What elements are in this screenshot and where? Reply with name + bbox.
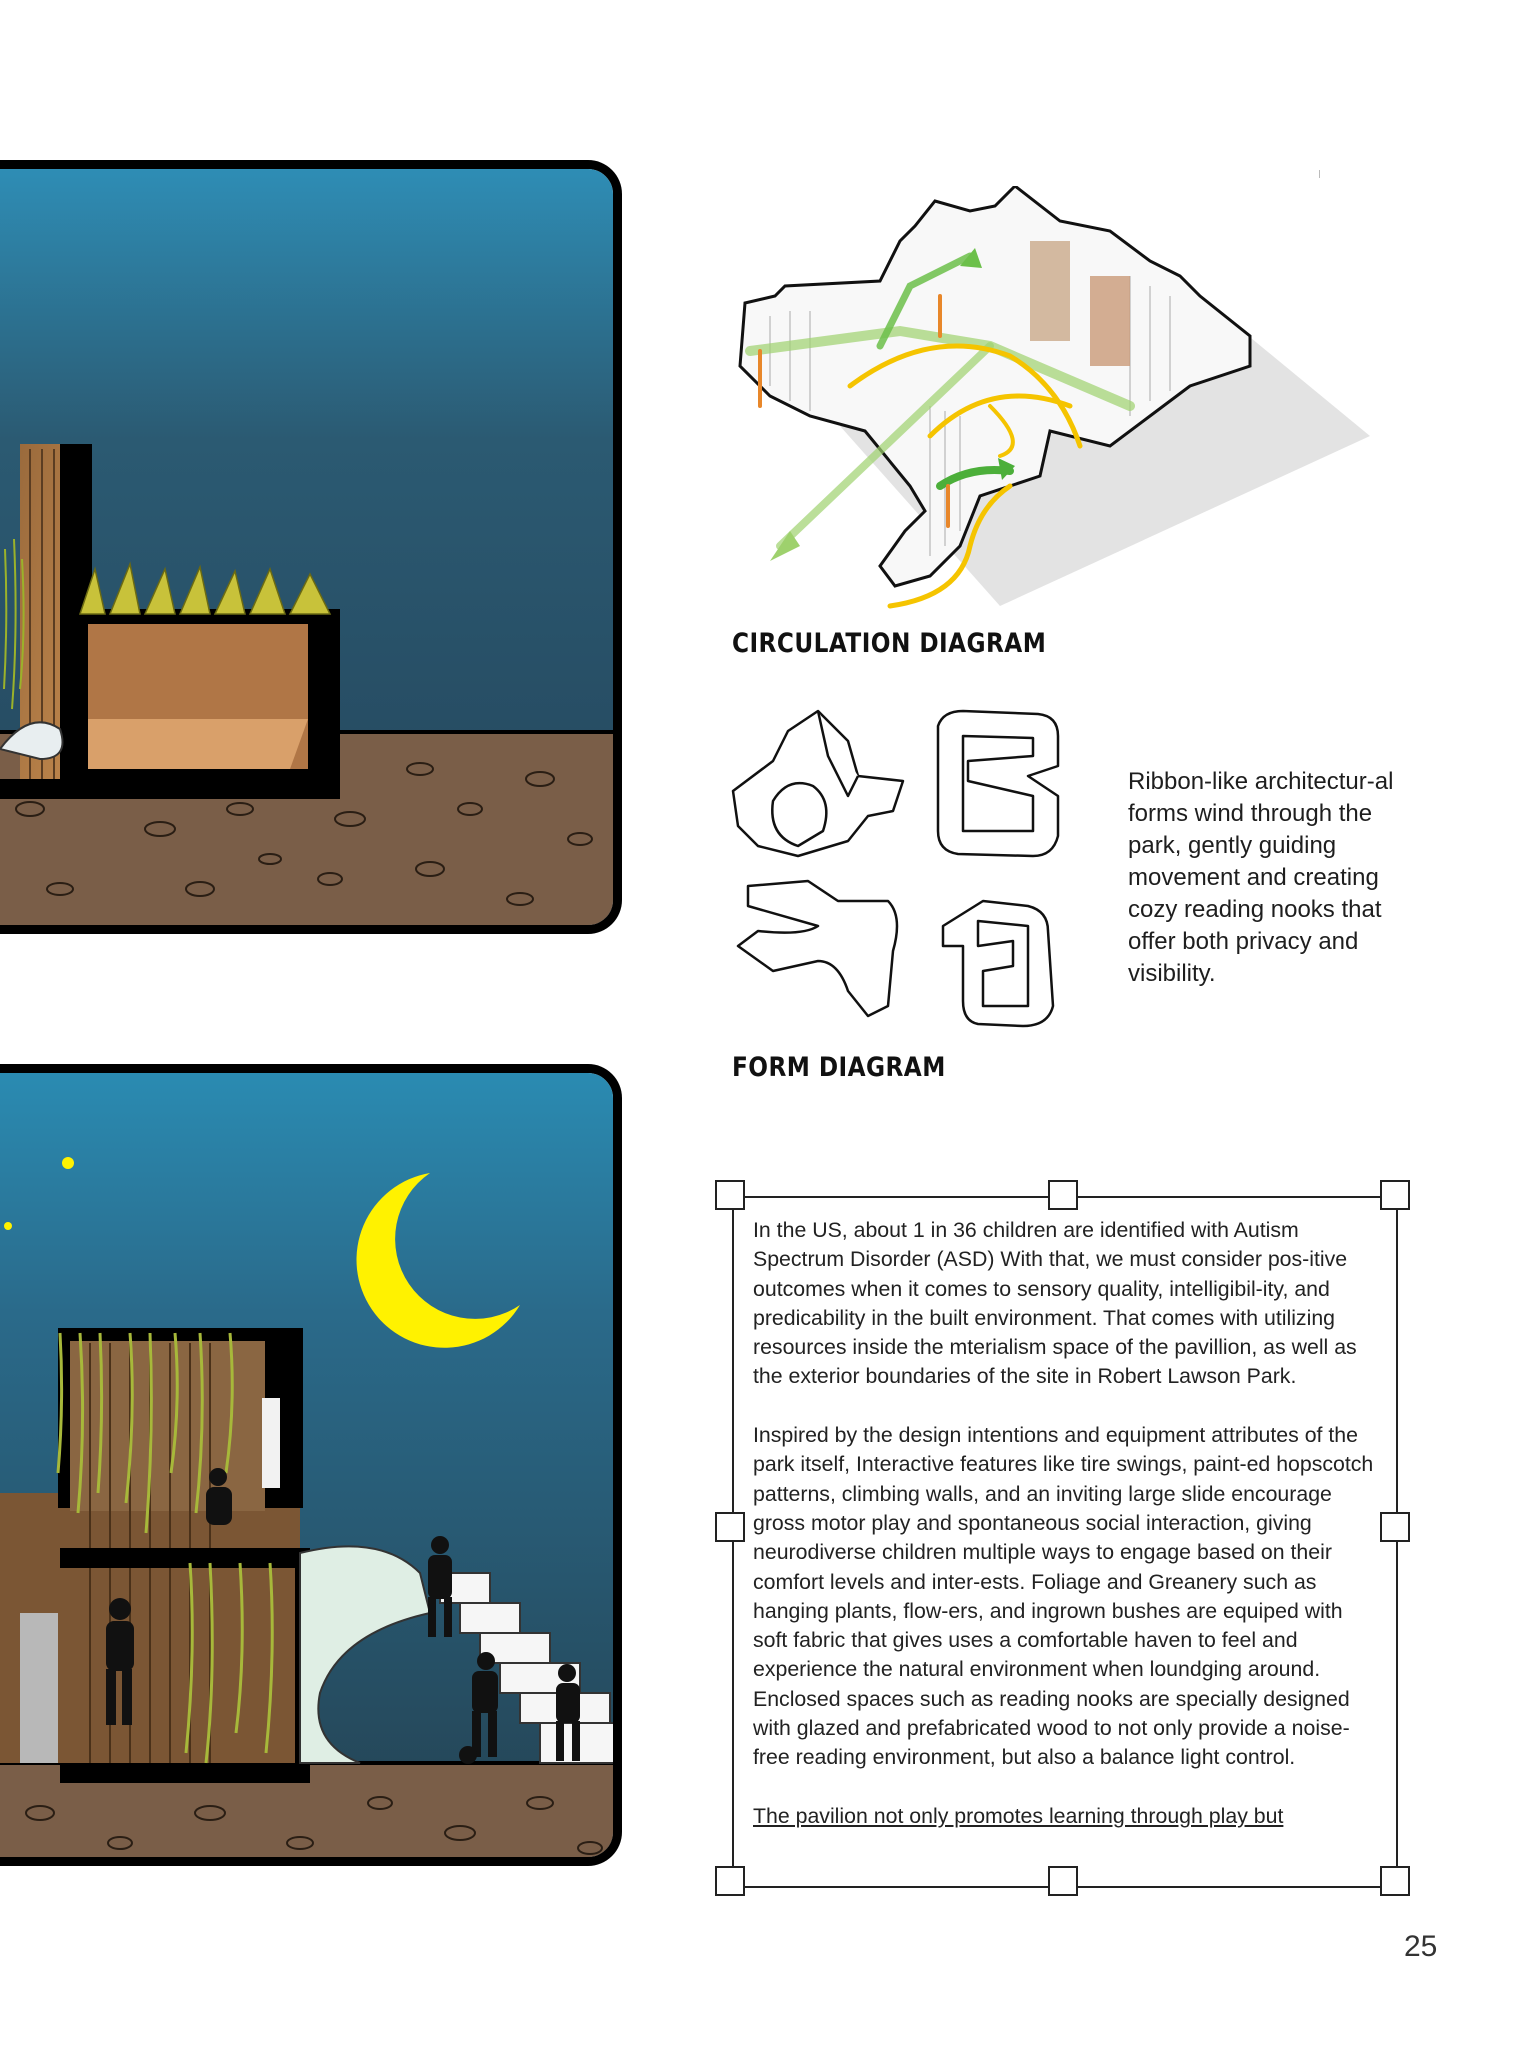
resize-handle-middle-right[interactable] [1380, 1512, 1410, 1542]
resize-handle-top-center[interactable] [1048, 1180, 1078, 1210]
day-section-illustration [0, 160, 622, 934]
page-number: 25 [1404, 1930, 1438, 1963]
body-paragraph-1: In the US, about 1 in 36 children are identified with Autism Spectrum Disorder (ASD) With that, we must consider pos-itive outcomes when it comes to sensory quality, intelligibil-ity, and predicability in the built environment. That comes with utilizing resources inside the mterialism space of the pavillion, as well as the exterior boundaries of the site in Robert Lawson Park. [753, 1218, 1357, 1389]
resize-handle-bottom-right[interactable] [1380, 1866, 1410, 1896]
form-diagram-title: FORM DIAGRAM [732, 1052, 946, 1083]
form-diagram-description: Ribbon-like architectur-al forms wind through the park, gently guiding movement and creating cozy reading nooks that offer both privacy and visibility. [1128, 768, 1394, 987]
circulation-diagram-title: CIRCULATION DIAGRAM [732, 628, 1047, 659]
resize-handle-middle-left[interactable] [715, 1512, 745, 1542]
night-section-art [0, 1073, 622, 1866]
circulation-diagram-art [730, 186, 1370, 626]
night-section-illustration [0, 1064, 622, 1866]
corner-mark [1319, 170, 1320, 178]
circulation-diagram [730, 186, 1370, 626]
day-section-art [0, 169, 622, 934]
form-diagram [728, 706, 1088, 1036]
resize-handle-top-right[interactable] [1380, 1180, 1410, 1210]
form-diagram-art [728, 706, 1088, 1036]
body-paragraph-2: Inspired by the design intentions and equipment attributes of the park itself, Interactive features like tire swings, paint-ed hopscotch patterns, climbing walls, and an inviting large slide encourage gross motor play and spontaneous social interaction, giving neurodiverse children multiple ways to engage based on their comfort levels and inter-ests. Foliage and Greanery such as hanging plants, flow-ers, and ingrown bushes are equiped with soft fabric that gives uses a comfortable haven to feel and experience the natural environment when loundging around. Enclosed spaces such as reading nooks are specially designed with glazed and prefabricated wood to not only provide a noise-free reading environment, but also a balance light control. [753, 1423, 1374, 1770]
resize-handle-top-left[interactable] [715, 1180, 745, 1210]
body-paragraph-3-overflow: The pavilion not only promotes learning through play but [753, 1803, 1284, 1828]
body-text[interactable] [753, 1216, 1375, 1886]
resize-handle-bottom-left[interactable] [715, 1866, 745, 1896]
